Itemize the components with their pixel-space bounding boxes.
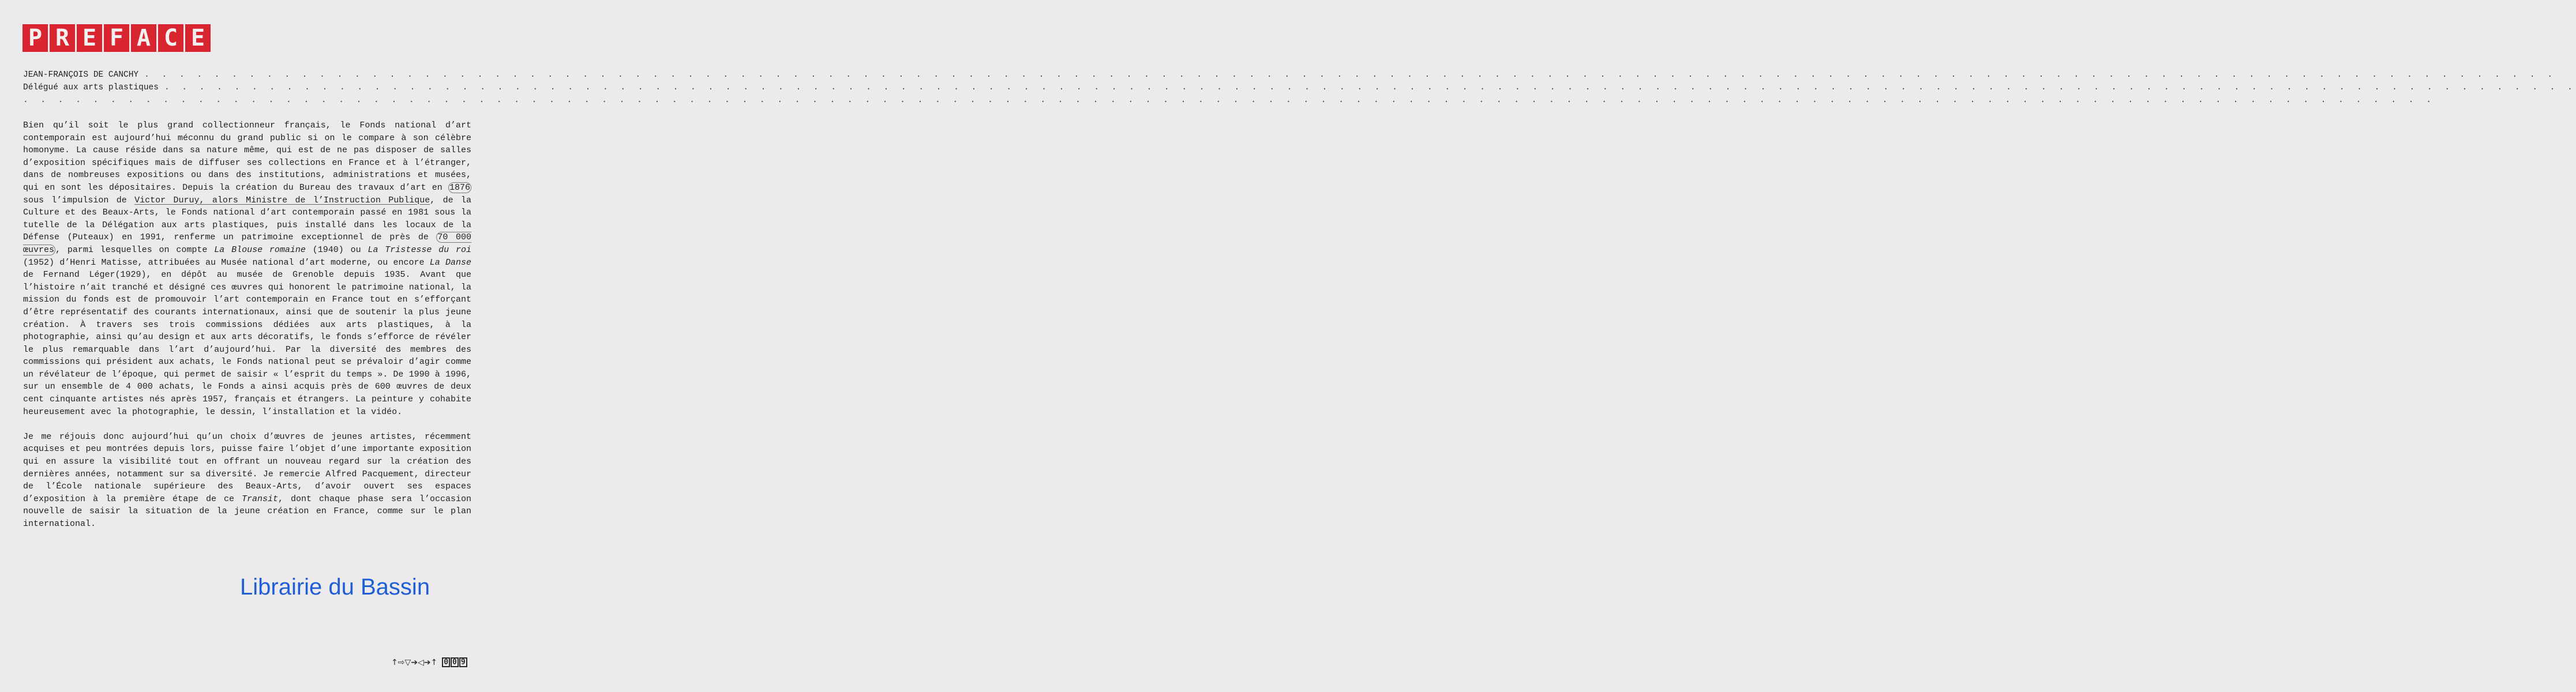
underlined-name: Victor Duruy, alors Ministre de l’Instruction Publique: [134, 195, 430, 205]
title-letter: E: [77, 24, 102, 52]
text-run: (1952) d’Henri Matisse, attribuées au Musée national d’art moderne, ou encore: [23, 257, 430, 268]
preface-body: [23, 119, 471, 531]
title-letter: C: [158, 24, 183, 52]
title-letter: P: [23, 24, 48, 52]
artwork-title: La Danse: [429, 257, 471, 268]
text-run: Je me réjouis donc aujourd’hui qu’un choix d’œuvres de jeunes artistes, récemment acquises et peu montrées depuis lors, puisse faire l’objet d’une importante exposition qui en assure la visibilité tout en offrant un nouveau regard sur la création des dernières années, notamment sur sa diversité. Je remercie Alfred Pacquement, directeur de l’École nationale supérieure des Beaux-Arts, d’avoir ouvert ses espaces d’exposition à la première étape de ce: [23, 431, 471, 504]
circled-year: 1876: [449, 182, 470, 193]
title-letter: F: [104, 24, 129, 52]
title-letter: A: [131, 24, 156, 52]
page-footer: [391, 657, 467, 667]
page-digit: 0: [451, 657, 459, 667]
author-block: [23, 69, 2576, 107]
leader-dots: . . . . . . . . . . . . . . . . . . . . . . . . . . . . . . . . . . . . . . . . . . . . . . . . . . . . . . . . . . . . . . . . . . . . . . . . . . . . . . . . . . . . . . . . . . . . . . . . . . . . . . . . . . . . . . . . . . . . . . . . . . . . . . . . . . . . . . . . . .: [164, 83, 2576, 92]
text-run: , parmi lesquelles on compte: [55, 245, 215, 255]
dotted-rule: [23, 94, 2435, 107]
author-role: Délégué aux arts plastiques: [23, 83, 159, 92]
text-run: , dont chaque phase sera l’occasion nouvelle de saisir la situation de la jeune création en France, comme sur le plan international.: [23, 494, 471, 529]
text-run: de Fernand Léger(1929), en dépôt au musée de Grenoble depuis 1935. Avant que l’histoire n’ait tranché et désigné ces œuvres qui honorent le patrimoine national, la mission du fonds est de promouvoir l’art contemporain en France tout en s’efforçant d’être représentatif des courants internationaux, ainsi que de soutenir la plus jeune création. À travers ses trois commissions dédiées aux arts plastiques, à la photographie, ainsi qu’au design et aux arts décoratifs, le fonds s’efforce de révéler le plus remarquable dans l’art d’aujourd’hui. Par la diversité des membres des commissions qui président aux achats, le Fonds national peut se prévaloir d’agir comme un révélateur de l’époque, qui permet de saisir « l’esprit du temps ». De 1990 à 1996, sur un ensemble de 4 000 achats, le Fonds a ainsi acquis près de 600 œuvres de deux cent cinquante artistes nés après 1957, français et étrangers. La peinture y cohabite heureusement avec la photographie, le dessin, l’installation et la vidéo.: [23, 270, 471, 417]
author-role-line: [23, 81, 2576, 94]
paragraph-1: [23, 119, 471, 418]
title-letter: R: [50, 24, 75, 52]
paragraph-2: [23, 431, 471, 531]
author-name-line: [23, 69, 2556, 81]
text-run: Bien qu’il soit le plus grand collectionneur français, le Fonds national d’art contemporain est aujourd’hui méconnu du grand public si on le compare à son célèbre homonyme. La cause réside dans sa nature même, qui est de ne pas disposer de salles d’exposition spécifiques mais de diffuser ses collections en France et à l’étranger, dans de nombreuses expositions ou dans des institutions, administrations et musées, qui en sont les dépositaires. Depuis la création du Bureau des travaux d’art en: [23, 121, 471, 193]
circled-oeuvres: 70 000 œuvres: [23, 232, 472, 255]
leader-dots: . . . . . . . . . . . . . . . . . . . . . . . . . . . . . . . . . . . . . . . . . . . . . . . . . . . . . . . . . . . . . . . . . . . . . . . . . . . . . . . . . . . . . . . . . . . . . . . . . . . . . . . . . . . . . . . . . . . . . . . . . . . . . . . . . . . . . . . . . .: [144, 70, 2556, 80]
text-run: , de la Culture et des Beaux-Arts, le Fonds national d’art contemporain passé en 1981 sous la tutelle de la Délégation aux arts plastiques, puis installé dans les locaux de la Défense (Puteaux) en 1991, renferme un patrimoine exceptionnel de près de: [23, 195, 471, 243]
page-number: [442, 657, 467, 667]
text-run: (1940) ou: [305, 245, 368, 255]
artwork-title: La Blouse romaine: [214, 245, 306, 255]
page-digit: 0: [442, 657, 450, 667]
exhibition-title: Transit: [241, 494, 278, 504]
artwork-title: La Tristesse du roi: [368, 245, 471, 255]
page-digit: 9: [459, 657, 467, 667]
leader-dots: . . . . . . . . . . . . . . . . . . . . . . . . . . . . . . . . . . . . . . . . . . . . . . . . . . . . . . . . . . . . . . . . . . . . . . . . . . . . . . . . . . . . . . . . . . . . . . . . . . . . . . . . . . . . . . . . . . . . . . . . . . . . . . . . . . . . . . . . . .: [23, 96, 2435, 105]
arrow-sequence-icon: ↑⇨▽➔◁➔↑: [391, 657, 438, 667]
watermark-text: Librairie du Bassin: [240, 574, 430, 600]
preface-title: [23, 24, 211, 52]
author-name: JEAN-FRANÇOIS DE CANCHY: [23, 70, 139, 80]
title-letter: E: [185, 24, 211, 52]
text-run: sous l’impulsion de: [23, 195, 135, 205]
